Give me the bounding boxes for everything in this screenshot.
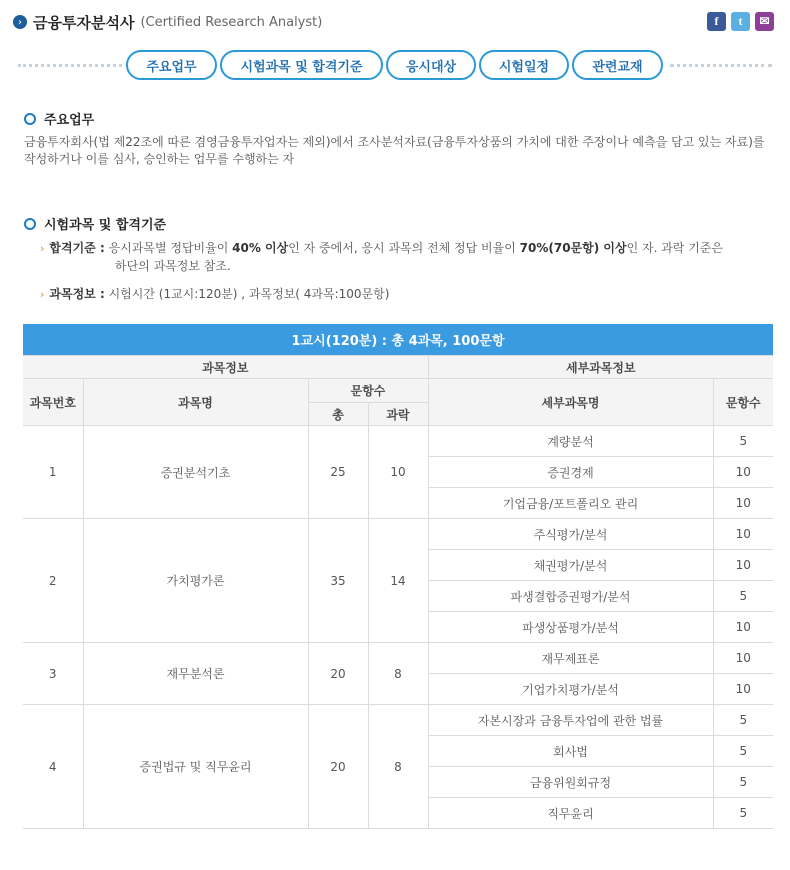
social-share [707, 12, 774, 31]
criteria-text: 응시과목별 정답비율이 [104, 241, 233, 255]
sub-subject-count: 10 [713, 550, 773, 581]
criteria-bold: 70%(70문항) 이상 [519, 241, 627, 255]
subject-fail: 8 [368, 705, 428, 829]
subject-fail: 14 [368, 519, 428, 643]
tab-main-duty[interactable]: 주요업무 [126, 50, 217, 80]
table-row [23, 643, 773, 674]
sub-subject-count: 10 [713, 488, 773, 519]
criteria-text: 인 자. 과락 기준은 [626, 241, 723, 255]
sub-subject-name: 기업가치평가/분석 [428, 674, 713, 705]
sub-subject-name: 주식평가/분석 [428, 519, 713, 550]
group-header-detail: 세부과목정보 [428, 356, 773, 379]
info-text: 시험시간 (1교시:120분) , 과목정보( 4과목:100문항) [104, 287, 390, 301]
page-header [13, 10, 322, 34]
circle-bullet-icon [24, 113, 36, 125]
criteria-text: 인 자 중에서, 응시 과목의 전체 정답 비율이 [288, 241, 520, 255]
tab-textbooks[interactable]: 관련교재 [572, 50, 663, 80]
subject-name: 재무분석론 [83, 643, 308, 705]
group-header-subject: 과목정보 [23, 356, 428, 379]
subject-name: 증권분석기초 [83, 426, 308, 519]
tab-exam-subjects[interactable]: 시험과목 및 합격기준 [220, 50, 383, 80]
sub-subject-count: 5 [713, 426, 773, 457]
messenger-icon[interactable]: ✉ [755, 12, 774, 31]
criteria-label: 합격기준 : [49, 241, 105, 255]
col-sub-name: 세부과목명 [428, 379, 713, 426]
table-caption: 1교시(120분) : 총 4과목, 100문항 [23, 324, 773, 356]
twitter-icon[interactable]: t [731, 12, 750, 31]
sub-subject-count: 10 [713, 674, 773, 705]
criteria-bold: 40% 이상 [232, 241, 289, 255]
page-subtitle: (Certified Research Analyst) [140, 14, 323, 30]
col-fail: 과락 [368, 403, 428, 426]
subject-no: 4 [23, 705, 83, 829]
subject-info [40, 286, 389, 303]
duty-description: 금융투자회사(법 제22조에 따른 겸영금융투자업자는 제외)에서 조사분석자료(금융투자상품의 가치에 대한 주장이나 예측을 담고 있는 자료)를 작성하거나 이를 심사, 승인하는 업무를 수행하는 자 [24, 135, 765, 166]
col-sub-count: 문항수 [713, 379, 773, 426]
sub-subject-name: 계량분석 [428, 426, 713, 457]
pass-criteria [40, 240, 723, 257]
table-row [23, 705, 773, 736]
subject-total: 20 [308, 705, 368, 829]
sub-subject-name: 기업금융/포트폴리오 관리 [428, 488, 713, 519]
sub-subject-count: 5 [713, 705, 773, 736]
sub-subject-name: 회사법 [428, 736, 713, 767]
sub-subject-count: 10 [713, 612, 773, 643]
facebook-icon[interactable]: f [707, 12, 726, 31]
page-title: 금융투자분석사 [33, 13, 135, 32]
subject-total: 35 [308, 519, 368, 643]
arrow-bullet-icon: › [40, 242, 45, 255]
sub-subject-name: 채권평가/분석 [428, 550, 713, 581]
table-row [23, 426, 773, 457]
sub-subject-name: 파생결합증권평가/분석 [428, 581, 713, 612]
info-label: 과목정보 : [49, 287, 105, 301]
subject-no: 2 [23, 519, 83, 643]
sub-subject-count: 10 [713, 643, 773, 674]
section-heading-text: 시험과목 및 합격기준 [44, 218, 167, 233]
arrow-bullet-icon: › [40, 288, 45, 301]
sub-subject-count: 5 [713, 581, 773, 612]
sub-subject-name: 금융위원회규정 [428, 767, 713, 798]
section-heading-text: 주요업무 [44, 113, 95, 128]
tab-eligibility[interactable]: 응시대상 [386, 50, 476, 80]
sub-subject-name: 직무윤리 [428, 798, 713, 829]
section-heading-subjects [24, 214, 166, 233]
subject-fail: 8 [368, 643, 428, 705]
col-total: 총 [308, 403, 368, 426]
pass-criteria-line2: 하단의 과목정보 참조. [115, 259, 231, 273]
chevron-right-icon: › [13, 15, 27, 29]
sub-subject-count: 10 [713, 519, 773, 550]
sub-subject-count: 5 [713, 736, 773, 767]
tab-bar [18, 50, 772, 80]
sub-subject-name: 자본시장과 금융투자업에 관한 법률 [428, 705, 713, 736]
subject-total: 20 [308, 643, 368, 705]
exam-subject-table [23, 324, 773, 829]
subject-name: 증권법규 및 직무윤리 [83, 705, 308, 829]
divider-dots-right [670, 64, 772, 67]
subject-no: 1 [23, 426, 83, 519]
sub-subject-name: 재무제표론 [428, 643, 713, 674]
sub-subject-count: 5 [713, 767, 773, 798]
sub-subject-name: 증권경제 [428, 457, 713, 488]
circle-bullet-icon [24, 218, 36, 230]
table-row [23, 519, 773, 550]
subject-total: 25 [308, 426, 368, 519]
sub-subject-name: 파생상품평가/분석 [428, 612, 713, 643]
col-subject-no: 과목번호 [23, 379, 83, 426]
tab-exam-schedule[interactable]: 시험일정 [479, 50, 569, 80]
subject-fail: 10 [368, 426, 428, 519]
subject-no: 3 [23, 643, 83, 705]
col-subject-name: 과목명 [83, 379, 308, 426]
col-question-count: 문항수 [308, 379, 428, 403]
divider-dots-left [18, 64, 122, 67]
sub-subject-count: 5 [713, 798, 773, 829]
subject-name: 가치평가론 [83, 519, 308, 643]
section-heading-duty [24, 109, 94, 128]
sub-subject-count: 10 [713, 457, 773, 488]
